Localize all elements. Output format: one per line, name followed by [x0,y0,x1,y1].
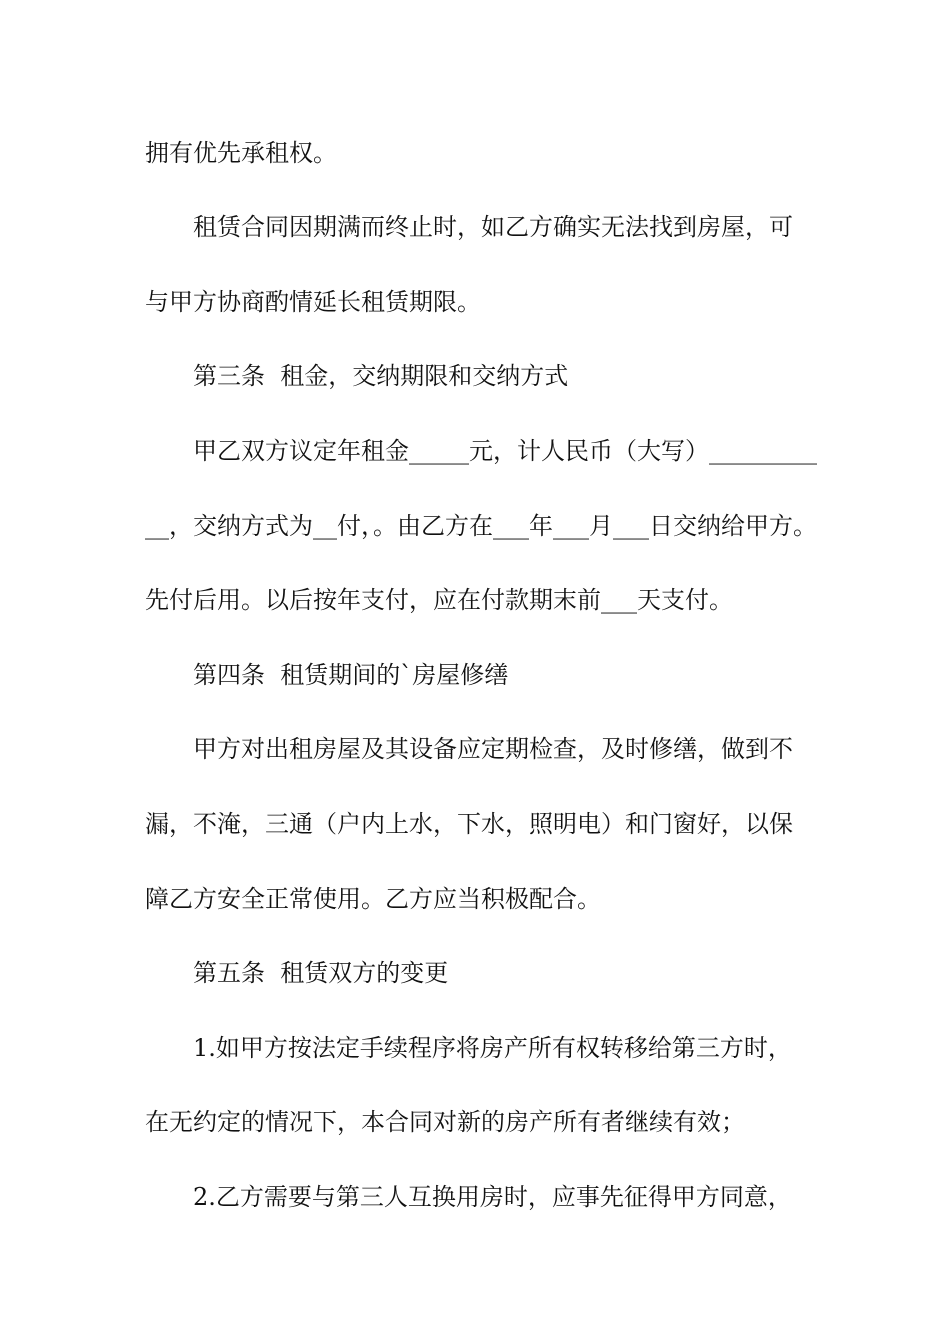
paragraph-line: 在无约定的情况下，本合同对新的房产所有者继续有效； [145,1108,745,1136]
section-heading-article-3: 第三条 租金，交纳期限和交纳方式 [193,362,569,390]
section-heading-article-4: 第四条 租赁期间的`房屋修缮 [193,661,509,689]
paragraph-line: 障乙方安全正常使用。乙方应当积极配合。 [145,885,601,913]
paragraph-line: 与甲方协商酌情延长租赁期限。 [145,288,481,316]
paragraph-line: 拥有优先承租权。 [145,139,337,167]
paragraph-line: 租赁合同因期满而终止时，如乙方确实无法找到房屋，可 [193,213,793,241]
paragraph-line: 甲方对出租房屋及其设备应定期检查，及时修缮，做到不 [193,735,793,763]
paragraph-line: 甲乙双方议定年租金_____元，计人民币（大写）_________ [193,437,817,465]
paragraph-line: 漏，不淹，三通（户内上水，下水，照明电）和门窗好，以保 [145,810,793,838]
paragraph-line: __，交纳方式为__付，。由乙方在___年___月___日交纳给甲方。 [145,512,817,540]
paragraph-line: 1.如甲方按法定手续程序将房产所有权转移给第三方时， [193,1034,792,1062]
paragraph-line: 2.乙方需要与第三人互换用房时，应事先征得甲方同意， [193,1183,792,1211]
paragraph-line: 先付后用。以后按年支付，应在付款期末前___天支付。 [145,586,733,614]
section-heading-article-5: 第五条 租赁双方的变更 [193,959,449,987]
